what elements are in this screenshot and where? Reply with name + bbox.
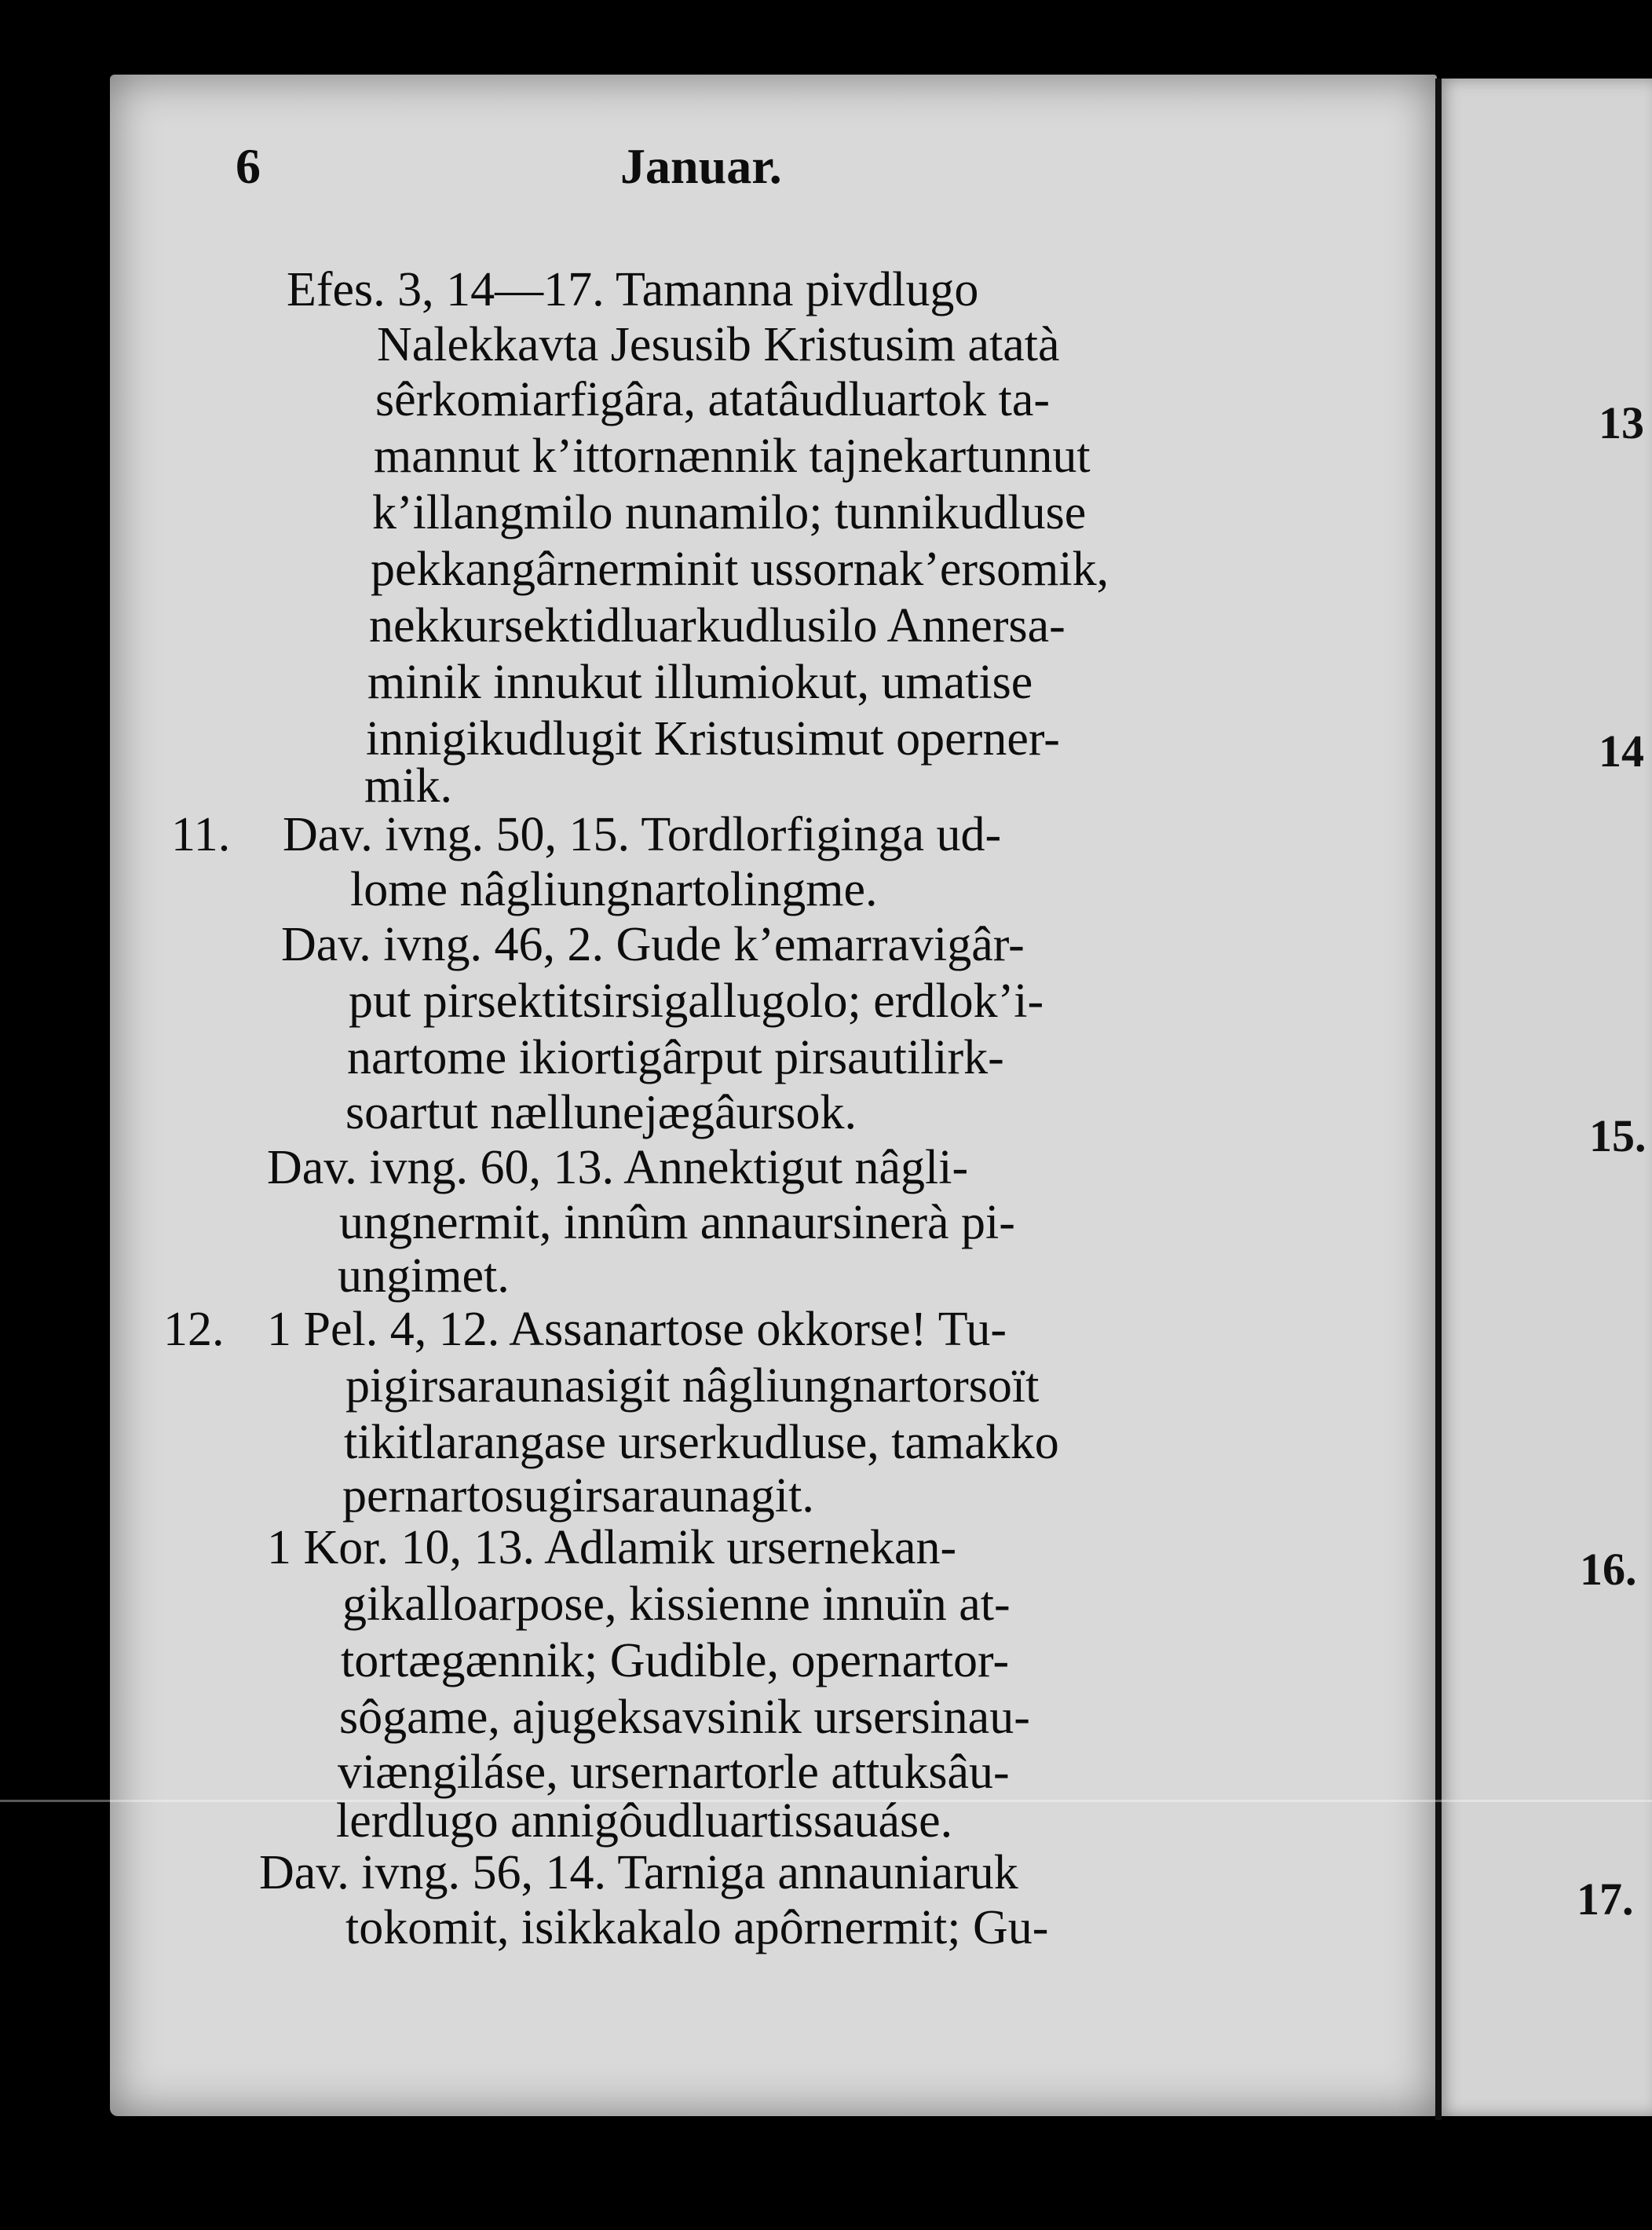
text-line: nartome ikiortigârput pirsautilirk-: [347, 1031, 1004, 1084]
text-line: Dav. ivng. 56, 14. Tarniga annauniaruk: [259, 1846, 1018, 1899]
scan-artifact-line: [0, 1800, 1652, 1802]
text-line: Dav. ivng. 60, 13. Annektigut nâgli-: [267, 1141, 969, 1194]
right-page-edge: [1437, 79, 1652, 2116]
text-line: tortægænnik; Gudible, opernartor-: [341, 1634, 1010, 1687]
text-line: Efes. 3, 14—17. Tamanna pivdlugo: [287, 263, 979, 316]
text-line: ungimet.: [338, 1249, 510, 1303]
text-line: k’illangmilo nunamilo; tunnikudluse: [372, 486, 1087, 539]
text-line: Dav. ivng. 46, 2. Gude k’emarravigâr-: [281, 918, 1025, 971]
text-line: ungnermit, innûm annaursinerà pi-: [339, 1196, 1015, 1249]
text-line: pernartosugirsaraunagit.: [342, 1469, 814, 1523]
text-line: tikitlarangase urserkudluse, tamakko: [344, 1416, 1059, 1469]
text-line: viængiláse, ursernartorle attuksâu-: [338, 1746, 1010, 1799]
binding-gutter: [1435, 79, 1442, 2120]
running-header: Januar.: [620, 138, 782, 194]
text-line: pekkangârnerminit ussornak’ersomik,: [371, 543, 1109, 596]
margin-number: 13: [1599, 397, 1644, 448]
margin-number: 14: [1599, 726, 1644, 777]
text-line: Nalekkavta Jesusib Kristusim atatà: [377, 318, 1060, 371]
text-line: put pirsektitsirsigallugolo; erdlok’i-: [349, 974, 1044, 1028]
text-line: soartut nællunejægâursok.: [345, 1086, 857, 1139]
text-line: 1 Kor. 10, 13. Adlamik ursernekan-: [267, 1521, 957, 1574]
day-number: 11.: [171, 808, 231, 861]
text-line: lerdlugo annigôudluartissauáse.: [336, 1794, 953, 1848]
text-line: nekkursektidluarkudlusilo Annersa-: [369, 599, 1065, 653]
text-line: minik innukut illumiokut, umatise: [367, 656, 1033, 709]
text-line: innigikudlugit Kristusimut operner-: [366, 712, 1060, 766]
text-line: tokomit, isikkakalo apôrnermit; Gu-: [345, 1901, 1049, 1954]
text-line: Dav. ivng. 50, 15. Tordlorfiginga ud-: [283, 808, 1002, 861]
text-line: gikalloarpose, kissienne innuïn at-: [342, 1577, 1011, 1631]
margin-number: 15.: [1589, 1110, 1647, 1161]
text-line: mik.: [364, 759, 452, 813]
day-number: 12.: [163, 1303, 225, 1356]
text-line: 1 Pel. 4, 12. Assanartose okkorse! Tu-: [267, 1303, 1007, 1356]
text-line: sêrkomiarfigâra, atatâudluartok ta-: [375, 373, 1050, 426]
margin-number: 17.: [1577, 1874, 1634, 1925]
text-line: sôgame, ajugeksavsinik ursersinau-: [339, 1691, 1030, 1744]
text-line: pigirsaraunasigit nâgliungnartorsoït: [345, 1359, 1040, 1413]
margin-number: 16.: [1580, 1544, 1637, 1595]
page-number: 6: [236, 138, 261, 194]
text-line: mannut k’ittornænnik tajnekartunnut: [374, 430, 1091, 483]
text-line: lome nâgliungnartolingme.: [350, 863, 878, 916]
